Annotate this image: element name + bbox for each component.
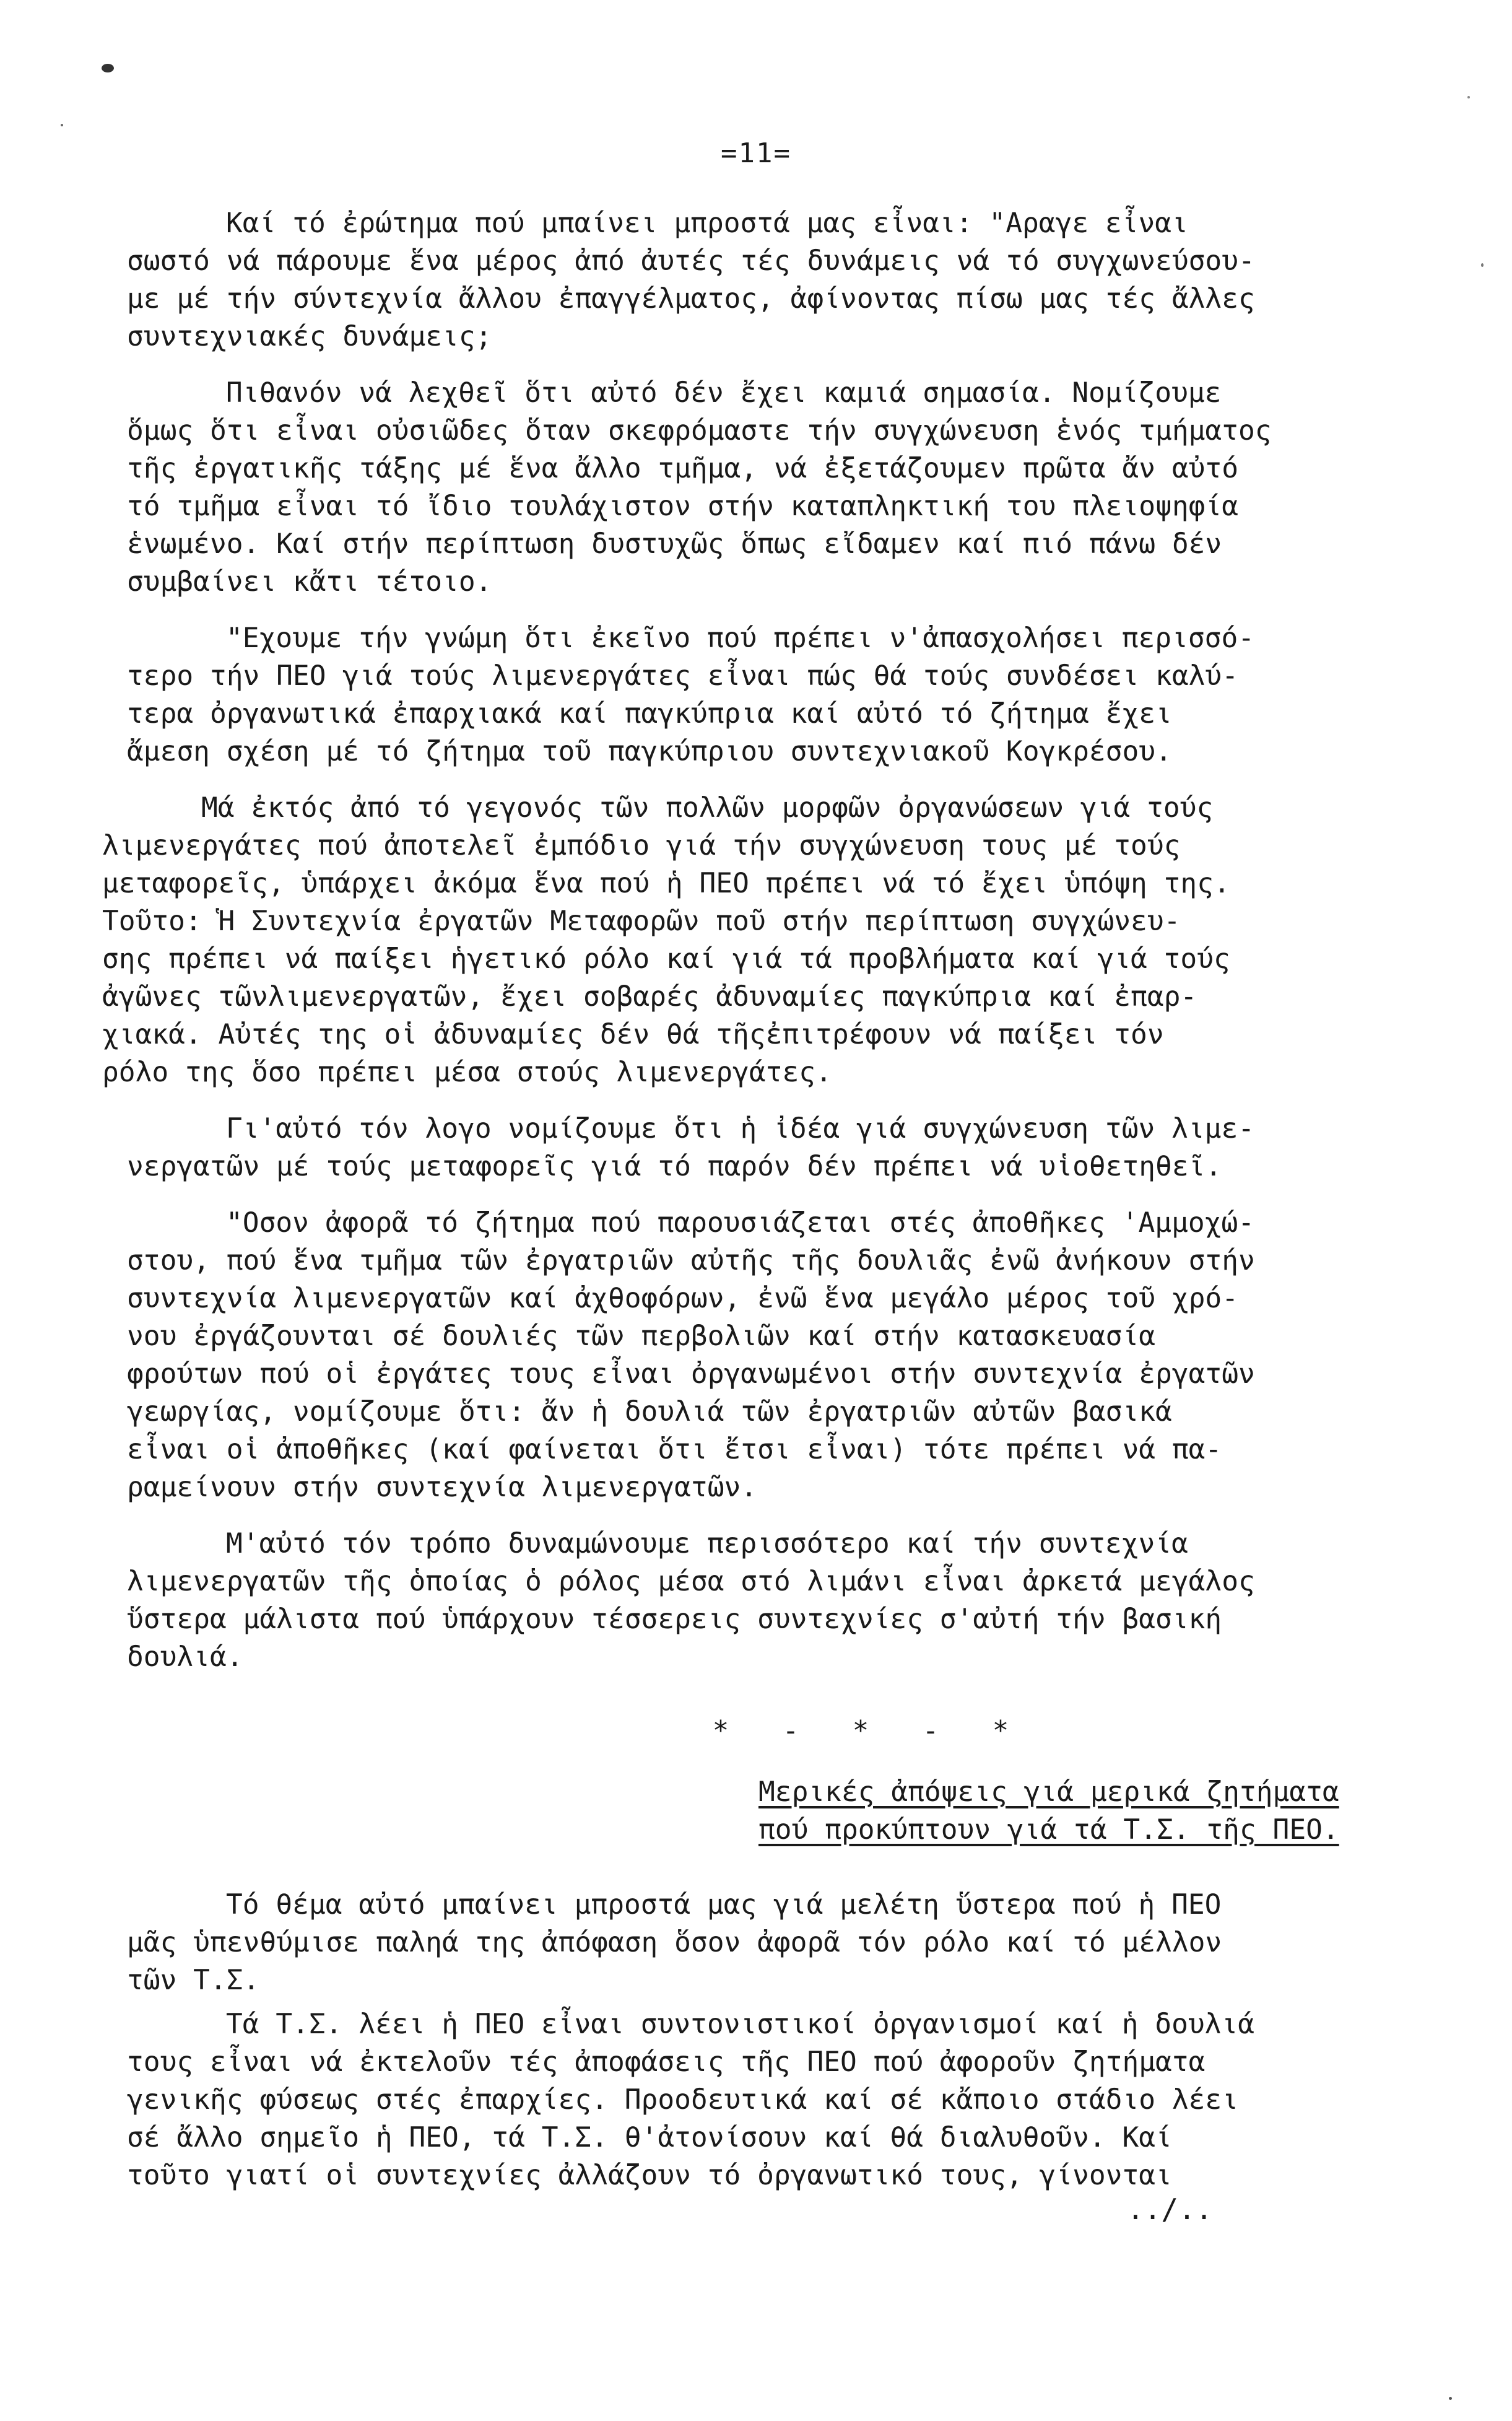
paragraph: Μά ἐκτός ἀπό τό γεγονός τῶν πολλῶν μορφῶν ὀργανώσεων γιά τούς λιμενεργάτες πού ἀποτελεῖ ἐμπόδιο γιά τήν συγχώνευση τους μέ τούς μεταφορεῖς, ὑπάρχει ἀκόμα ἕνα πού ἡ ΠΕΟ πρέπει νά τό ἔχει ὑπόψη της. Τοῦτο: Ἡ Συντεχνία ἐργατῶν Μεταφορῶν ποῦ στήν περίπτωση συγχώνευ- σης πρέπει νά παίξει ἡγετικό ρόλο καί γιά τά προβλήματα καί γιά τούς ἀγῶνες τῶνλιμενεργατῶν, ἔχει σοβαρές ἀδυναμίες παγκύπρια καί ἐπαρ- χιακά. Αὐτές της οἱ ἀδυναμίες δέν θά τῆςἐπιτρέφουν νά παίξει τόν ρόλο της ὅσο πρέπει μέσα στούς λιμενεργάτες. [102, 792, 1230, 1088]
continuation-mark: ../.. [1127, 2192, 1213, 2226]
paragraph: Τό θέμα αὐτό μπαίνει μπροστά μας γιά μελέτη ὕστερα πού ἡ ΠΕΟ μᾶς ὑπενθύμισε παληά της ἀπόφαση ὅσον ἀφορᾶ τόν ρόλο καί τό μέλλον τῶν Τ.Σ. [127, 1889, 1222, 1996]
corner-mark [102, 64, 114, 72]
ink-speck [61, 124, 63, 126]
page-number: =11= [721, 137, 791, 169]
paragraph: Καί τό ἐρώτημα πού μπαίνει μπροστά μας εἶναι: "Αραγε εἶναι σωστό νά πάρουμε ἕνα μέρος ἀπό ἀυτές τές δυνάμεις νά τό συγχωνεύσου- με μέ τήν σύντεχνία ἄλλου ἐπαγγέλματος, ἀφίνοντας πίσω μας τές ἄλλες συντεχνιακές δυνάμεις; [127, 207, 1255, 352]
paragraph: Μ'αὐτό τόν τρόπο δυναμώνουμε περισσότερο καί τήν συντεχνία λιμενεργατῶν τῆς ὁποίας ὁ ρόλος μέσα στό λιμάνι εἶναι ἀρκετά μεγάλος ὕστερα μάλιστα πού ὑπάρχουν τέσσερεις συντεχνίες σ'αὐτή τήν βασική δουλιά. [127, 1528, 1255, 1673]
paragraph: Πιθανόν νά λεχθεῖ ὅτι αὐτό δέν ἔχει καμιά σημασία. Νομίζουμε ὅμως ὅτι εἶναι οὐσιῶδες ὅταν σκεφρόμαστε τήν συγχώνευση ἑνός τμήματος τῆς ἐργατικῆς τάξης μέ ἕνα ἄλλο τμῆμα, νά ἐξετάζουμεν πρῶτα ἄν αὐτό τό τμῆμα εἶναι τό ἴδιο τουλάχιστον στήν καταπληκτική του πλειοψηφία ἑνωμένο. Καί στήν περίπτωση δυστυχῶς ὅπως εἴδαμεν καί πιό πάνω δέν συμβαίνει κἄτι τέτοιο. [127, 377, 1272, 598]
paragraph: Γι'αὐτό τόν λογο νομίζουμε ὅτι ἡ ἰδέα γιά συγχώνευση τῶν λιμε- νεργατῶν μέ τούς μεταφορεῖς γιά τό παρόν δέν πρέπει νά υἱοθετηθεῖ. [127, 1113, 1255, 1182]
document-body [102, 204, 1440, 2213]
paragraph: Τά Τ.Σ. λέει ἡ ΠΕΟ εἶναι συντονιστικοί ὀργανισμοί καί ἡ δουλιά τους εἶναι νά ἐκτελοῦν τές ἀποφάσεις τῆς ΠΕΟ πού ἀφοροῦν ζητήματα γενικῆς φύσεως στές ἐπαρχίες. Προοδευτικά καί σέ κἄποιο στάδιο λέει σέ ἄλλο σημεῖο ἡ ΠΕΟ, τά Τ.Σ. θ'ἀτονίσουν καί θά διαλυθοῦν. Καί τοῦτο γιατί οἱ συντεχνίες ἀλλάζουν τό ὀργανωτικό τους, γίνονται [127, 2009, 1255, 2191]
ink-speck [1467, 96, 1470, 98]
ink-speck [1449, 2397, 1452, 2400]
section-separator: * - * - * [712, 1715, 1028, 1747]
ink-speck [1481, 263, 1484, 267]
paragraph: "Οσον ἀφορᾶ τό ζήτημα πού παρουσιάζεται στές ἀποθῆκες 'Αμμοχώ- στου, πού ἕνα τμῆμα τῶν ἐργατριῶν αὐτῆς τῆς δουλιᾶς ἐνῶ ἀνήκουν στήν συντεχνία λιμενεργατῶν καί ἀχθοφόρων, ἐνῶ ἕνα μεγάλο μέρος τοῦ χρό- νου ἐργάζουνται σέ δουλιές τῶν περβολιῶν καί στήν κατασκευασία φρούτων πού οἱ ἐργάτες τους εἶναι ὀργανωμένοι στήν συντεχνία ἐργατῶν γεωργίας, νομίζουμε ὅτι: ἄν ἡ δουλιά τῶν ἐργατριῶν αὐτῶν βασικά εἶναι οἱ ἀποθῆκες (καί φαίνεται ὅτι ἔτσι εἶναι) τότε πρέπει νά πα- ραμείνουν στήν συντεχνία λιμενεργατῶν. [127, 1207, 1255, 1503]
section-heading [758, 1773, 1440, 1849]
section-heading-line: πού προκύπτουν γιά τά Τ.Σ. τῆς ΠΕΟ. [758, 1814, 1339, 1846]
section-heading-line: Μερικές ἀπόψεις γιά μερικά ζητήματα [758, 1776, 1339, 1808]
paragraph: "Εχουμε τήν γνώμη ὅτι ἐκεῖνο πού πρέπει ν'ἀπασχολήσει περισσό- τερο τήν ΠΕΟ γιά τούς λιμενεργάτες εἶναι πώς θά τούς συνδέσει καλύ- τερα ὀργανωτικά ἐπαρχιακά καί παγκύπρια καί αὐτό τό ζήτημα ἔχει ἄμεση σχέση μέ τό ζήτημα τοῦ παγκύπριου συντεχνιακοῦ Κογκρέσου. [127, 622, 1255, 767]
